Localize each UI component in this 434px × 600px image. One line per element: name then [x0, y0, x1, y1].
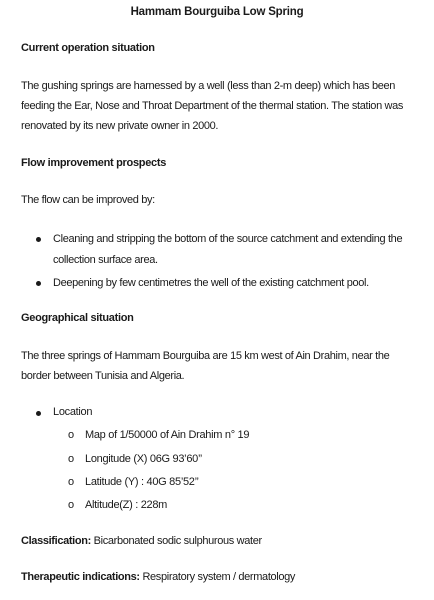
circle-bullet-icon: o — [68, 476, 74, 488]
therapeutic-value: Respiratory system / dermatology — [139, 571, 296, 583]
paragraph-current-operation: The gushing springs are harnessed by a well (less than 2-m deep) which has been feeding the Ear, Nose and Throat Department of the thermal station. The station was renovated by its new private owner in 2000. — [21, 80, 404, 132]
bullet-icon — [36, 281, 41, 286]
therapeutic-label: Therapeutic indications: — [21, 571, 140, 583]
classification-line — [21, 535, 262, 547]
circle-bullet-icon: o — [68, 499, 74, 511]
list-item-text: Deepening by few centimetres the well of the existing catchment pool. — [53, 277, 369, 289]
bullet-icon — [36, 237, 41, 242]
list-item — [21, 273, 416, 294]
circle-bullet-icon: o — [68, 453, 74, 465]
list-item — [21, 229, 416, 271]
paragraph-flow-intro: The flow can be improved by: — [21, 194, 155, 206]
circle-bullet-icon: o — [68, 429, 74, 441]
section-heading-geographical: Geographical situation — [21, 312, 134, 324]
list-item-text: Cleaning and stripping the bottom of the source catchment and extending the collection surface area. — [53, 233, 403, 266]
sub-item-text: Altitude(Z) : 228m — [85, 499, 168, 511]
therapeutic-line — [21, 571, 295, 583]
section-heading-flow-improvement: Flow improvement prospects — [21, 157, 167, 169]
flow-bullet-list — [21, 229, 416, 294]
sub-item-text: Map of 1/50000 of Ain Drahim n° 19 — [85, 429, 250, 441]
bullet-icon — [36, 411, 41, 416]
sub-item-text: Latitude (Y) : 40G 85’52’’ — [85, 476, 199, 488]
classification-value: Bicarbonated sodic sulphurous water — [90, 535, 262, 547]
paragraph-geographical: The three springs of Hammam Bourguiba are 15 km west of Ain Drahim, near the border between Tunisia and Algeria. — [21, 350, 390, 382]
classification-label: Classification: — [21, 535, 91, 547]
document-title: Hammam Bourguiba Low Spring — [130, 6, 304, 18]
section-heading-current-operation: Current operation situation — [21, 42, 155, 54]
location-label: Location — [53, 406, 93, 418]
sub-item-text: Longitude (X) 06G 93’60’’ — [85, 453, 203, 465]
